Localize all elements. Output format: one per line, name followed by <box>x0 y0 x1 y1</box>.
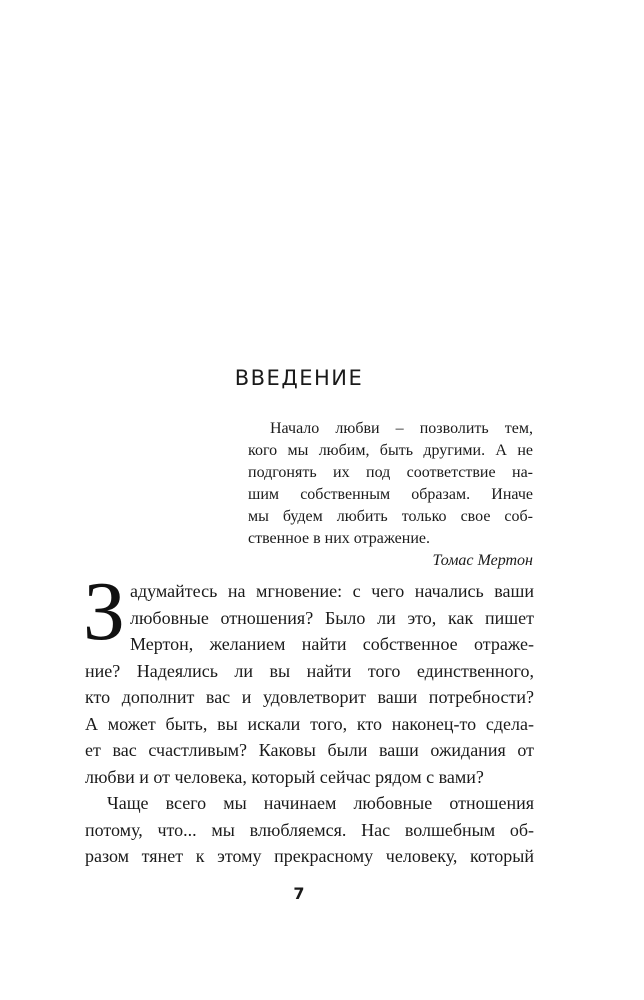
epigraph-author: Томас Мертон <box>432 552 533 569</box>
epigraph-line: мы будем любить только свое соб- <box>248 508 533 525</box>
chapter-title: ВВЕДЕНИЕ <box>234 366 364 390</box>
page-number: 7 <box>293 884 305 903</box>
body-line: любви и от человека, который сейчас рядом с вами? <box>85 766 484 787</box>
drop-cap: З <box>83 565 126 658</box>
epigraph-line: кого мы любим, быть другими. А не <box>248 442 533 459</box>
body-line: ние? Надеялись ли вы найти того единственного, <box>85 660 534 681</box>
body-line: потому, что... мы влюбляемся. Нас волшебным об- <box>85 819 534 840</box>
body-line: разом тянет к этому прекрасному человеку, который <box>85 846 534 866</box>
epigraph-line: Начало любви – позволить тем, <box>270 420 533 437</box>
epigraph-line: подгонять их под соответствие на- <box>248 464 533 481</box>
body-line: любовные отношения? Было ли это, как пишет <box>130 607 534 628</box>
body-line: ет вас счастливым? Каковы были ваши ожидания от <box>85 740 534 760</box>
epigraph <box>248 418 533 572</box>
epigraph-line: шим собственным образам. Иначе <box>248 486 533 503</box>
body-line: Чаще всего мы начинаем любовные отношения <box>107 793 534 813</box>
body-line: А может быть, вы искали того, кто наконец-то сдела- <box>85 713 534 734</box>
body-line: кто дополнит вас и удовлетворит ваши потребности? <box>85 687 534 707</box>
epigraph-line: ственное в них отражение. <box>248 530 431 547</box>
body-line: адумайтесь на мгновение: с чего начались ваши <box>130 581 534 601</box>
body-line: Мертон, желанием найти собственное отраже- <box>130 634 534 654</box>
body-text <box>85 578 534 870</box>
